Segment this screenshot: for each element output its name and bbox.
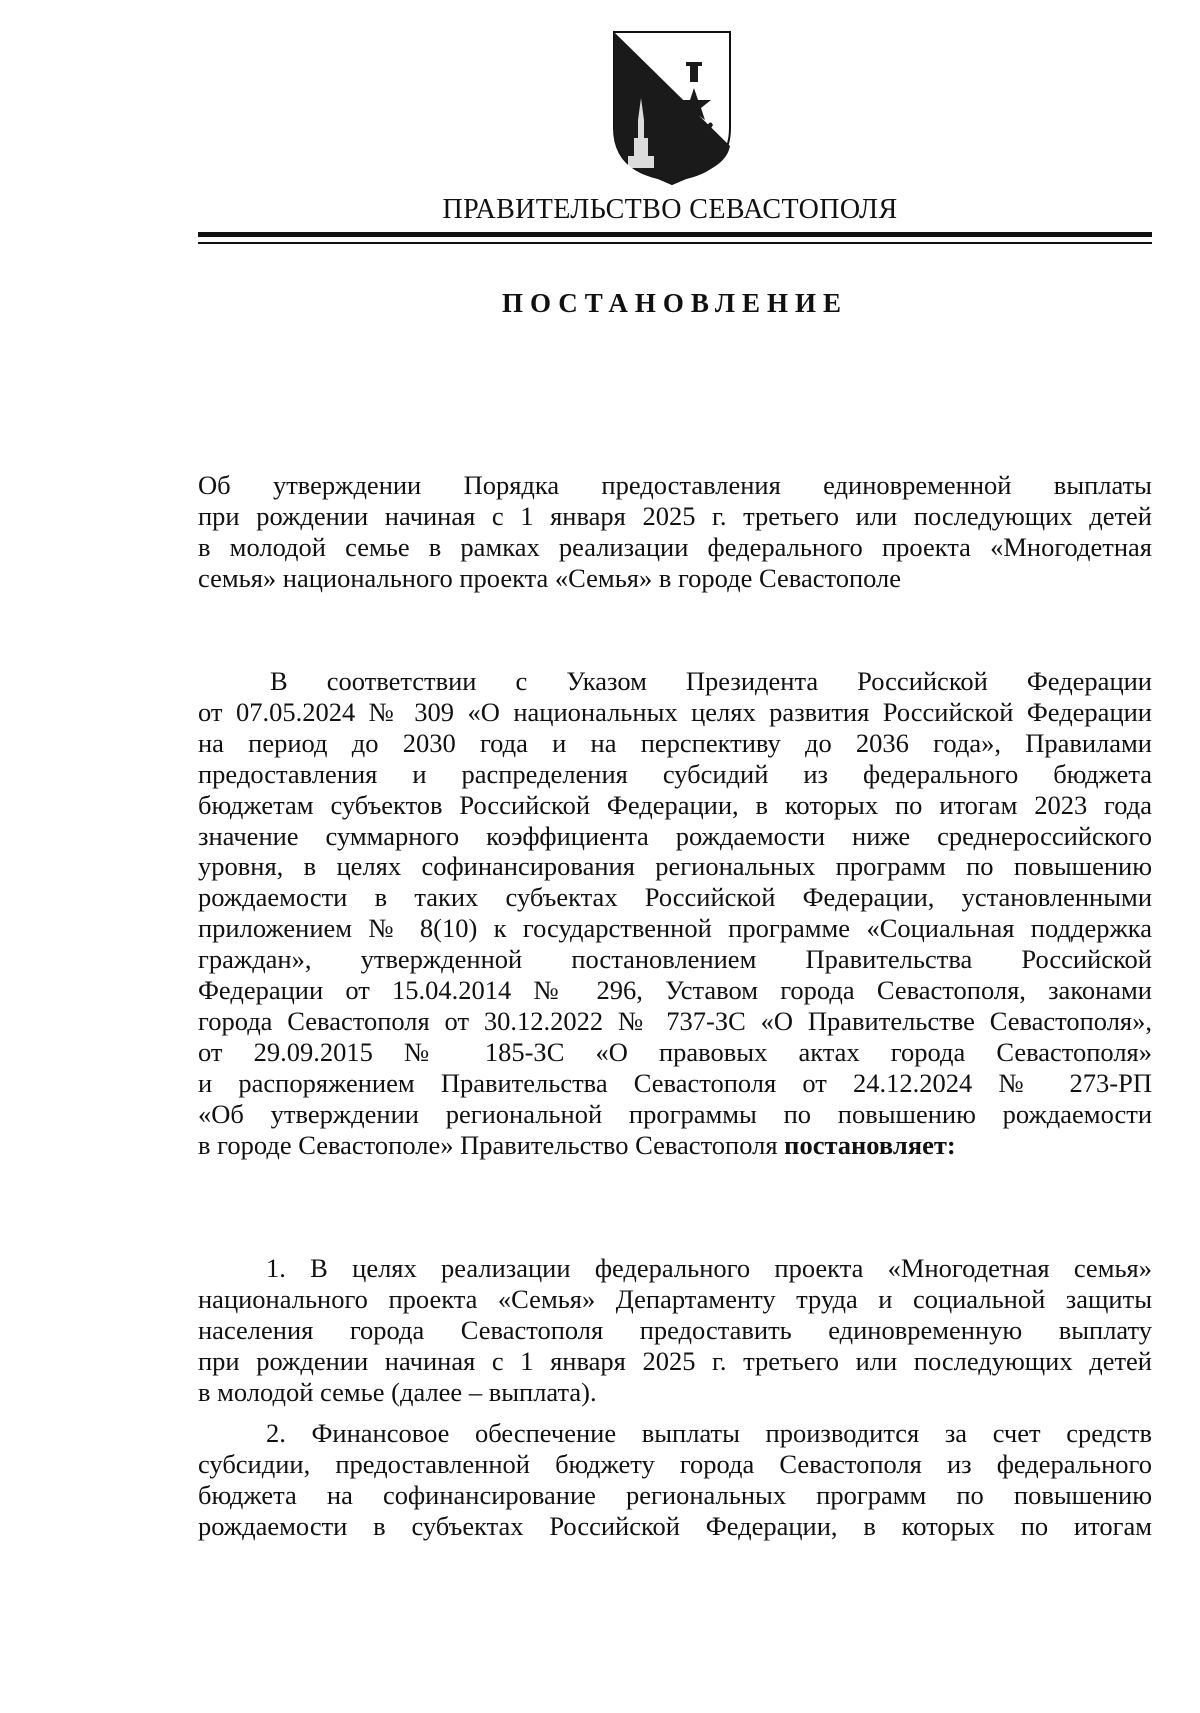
preamble-line: от 29.09.2015 № 185-ЗС «О правовых актах города Севастополя» — [198, 1036, 1152, 1067]
item-line: населения города Севастополя предоставить единовременную выплату — [198, 1314, 1152, 1345]
preamble-last-text: в городе Севастополе» Правительство Севастополя — [198, 1129, 778, 1160]
subject-line: в молодой семье в рамках реализации федерального проекта «Многодетная — [198, 531, 1152, 562]
organization-title: ПРАВИТЕЛЬСТВО СЕВАСТОПОЛЯ — [442, 194, 898, 225]
preamble-line: «Об утверждении региональной программы по повышению рождаемости — [198, 1098, 1152, 1129]
header-rule-thin — [198, 242, 1152, 244]
item-line: национального проекта «Семья» Департаменту труда и социальной защиты — [198, 1283, 1152, 1314]
preamble-line: предоставления и распределения субсидий из федерального бюджета — [198, 758, 1152, 789]
preamble-line: рождаемости в таких субъектах Российской Федерации, установленными — [198, 882, 1152, 913]
preamble-line: бюджетам субъектов Российской Федерации, в которых по итогам 2023 года — [198, 789, 1152, 820]
item-line: в молодой семье (далее – выплата). — [198, 1376, 597, 1407]
item-2 — [198, 1418, 1152, 1542]
header-rule-thick — [198, 232, 1152, 237]
subject-line: Об утверждении Порядка предоставления единовременной выплаты — [198, 470, 1152, 500]
resolves-word: постановляет: — [784, 1129, 956, 1160]
preamble-line: уровня, в целях софинансирования региональных программ по повышению — [198, 851, 1152, 882]
preamble-last-line — [198, 1130, 1152, 1161]
document-preamble — [198, 666, 1152, 1161]
sevastopol-coat-of-arms-icon — [608, 28, 736, 186]
item-line: бюджета на софинансирование региональных программ по повышению — [198, 1479, 1152, 1510]
preamble-line: и распоряжением Правительства Севастополя от 24.12.2024 № 273-РП — [198, 1067, 1152, 1098]
document-type: ПОСТАНОВЛЕНИЕ — [501, 288, 849, 318]
subject-line: при рождении начиная с 1 января 2025 г. третьего или последующих детей — [198, 500, 1152, 531]
item-1 — [198, 1253, 1152, 1408]
document-subject — [198, 470, 1152, 594]
preamble-line: значение суммарного коэффициента рождаемости ниже среднероссийского — [198, 820, 1152, 851]
item-line: субсидии, предоставленной бюджету города Севастополя из федерального — [198, 1448, 1152, 1479]
preamble-line: В соответствии с Указом Президента Российской Федерации — [270, 666, 1152, 696]
preamble-line: на период до 2030 года и на перспективу до 2036 года», Правилами — [198, 727, 1152, 758]
subject-line: семья» национального проекта «Семья» в городе Севастополе — [198, 562, 902, 593]
preamble-line: приложением № 8(10) к государственной программе «Социальная поддержка — [198, 913, 1152, 944]
item-line: 2. Финансовое обеспечение выплаты производится за счет средств — [266, 1418, 1152, 1448]
preamble-line: города Севастополя от 30.12.2022 № 737-ЗС «О Правительстве Севастополя», — [198, 1005, 1152, 1036]
preamble-line: от 07.05.2024 № 309 «О национальных целях развития Российской Федерации — [198, 696, 1152, 727]
item-line: 1. В целях реализации федерального проекта «Многодетная семья» — [266, 1253, 1152, 1283]
preamble-line: Федерации от 15.04.2014 № 296, Уставом города Севастополя, законами — [198, 975, 1152, 1006]
preamble-line: граждан», утвержденной постановлением Правительства Российской — [198, 944, 1152, 975]
item-line: рождаемости в субъектах Российской Федерации, в которых по итогам — [198, 1510, 1152, 1541]
item-line: при рождении начиная с 1 января 2025 г. третьего или последующих детей — [198, 1345, 1152, 1376]
